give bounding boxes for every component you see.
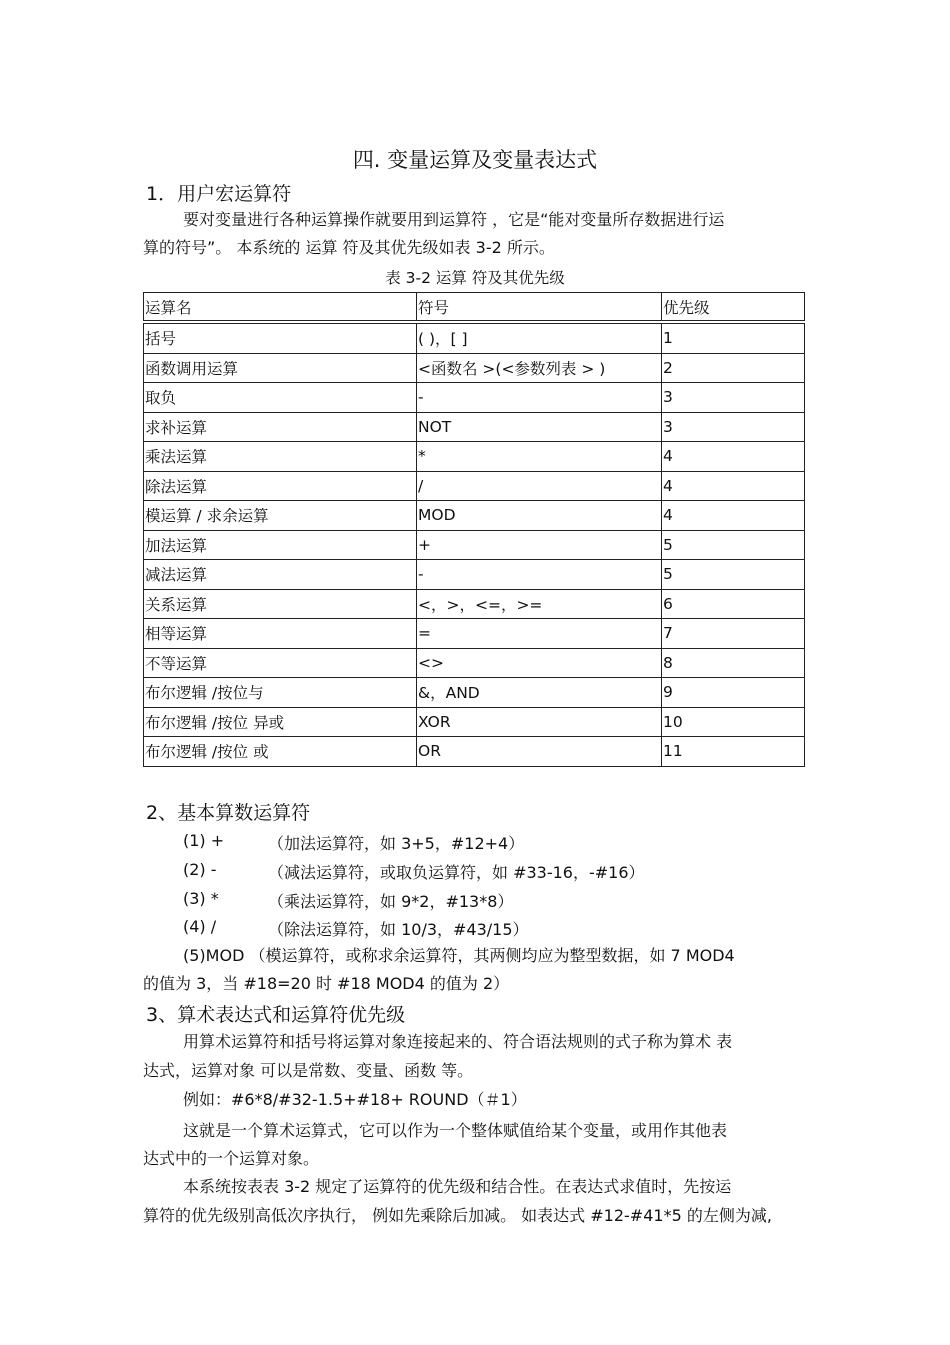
table-row (144, 530, 805, 560)
op-symbol: + (417, 530, 662, 560)
op-priority: 11 (662, 737, 805, 767)
page-title: 四. 变量运算及变量表达式 (352, 148, 598, 172)
section3-heading: 3、算术表达式和运算符优先级 (146, 1004, 406, 1026)
op-symbol: - (417, 383, 662, 413)
op-symbol: - (417, 560, 662, 590)
op-name: 函数调用运算 (144, 353, 417, 383)
op-symbol: <> (417, 648, 662, 678)
item-3-operator: (3) * (183, 889, 219, 908)
op-symbol: XOR (417, 707, 662, 737)
op-name: 括号 (144, 322, 417, 353)
section3-p1-line2: 达式，运算对象 可以是常数、变量、函数 等。 (143, 1061, 474, 1080)
op-name: 乘法运算 (144, 442, 417, 472)
op-name: 关系运算 (144, 589, 417, 619)
op-priority: 3 (662, 383, 805, 413)
section3-p3-line2: 算符的优先级别高低次序执行， 例如先乘除后加减。 如表达式 #12-#41*5 的左侧为减, (143, 1206, 772, 1225)
section3-p2-line1: 这就是一个算术运算式，它可以作为一个整体赋值给某个变量，或用作其他表 (183, 1121, 728, 1140)
op-symbol: NOT (417, 412, 662, 442)
section2-heading: 2、基本算数运算符 (146, 802, 311, 824)
table-row (144, 560, 805, 590)
section1-heading: 1．用户宏运算符 (146, 183, 292, 205)
table-row (144, 442, 805, 472)
table-row (144, 737, 805, 767)
table-row (144, 648, 805, 678)
item-2-operator: (2) - (183, 860, 217, 879)
section3-p1-line1: 用算术运算符和括号将运算对象连接起来的、符合语法规则的式子称为算术 表 (183, 1032, 733, 1051)
op-symbol: = (417, 619, 662, 649)
op-priority: 9 (662, 678, 805, 708)
op-priority: 2 (662, 353, 805, 383)
op-priority: 6 (662, 589, 805, 619)
section1-para-line2: 算的符号”。 本系统的 运算 符及其优先级如表 3-2 所示。 (143, 238, 555, 257)
mod-line2: 的值为 3，当 #18=20 时 #18 MOD4 的值为 2） (143, 974, 510, 993)
example-expression: 例如：#6*8/#32-1.5+#18+ ROUND（＃1） (183, 1090, 527, 1109)
table-row (144, 707, 805, 737)
op-priority: 10 (662, 707, 805, 737)
op-name: 布尔逻辑 /按位 异或 (144, 707, 417, 737)
table-row (144, 619, 805, 649)
op-name: 除法运算 (144, 471, 417, 501)
op-priority: 4 (662, 471, 805, 501)
op-symbol: &，AND (417, 678, 662, 708)
section1-para-line1: 要对变量进行各种运算操作就要用到运算符 ，它是“能对变量所存数据进行运 (183, 210, 725, 229)
op-symbol: OR (417, 737, 662, 767)
op-symbol: / (417, 471, 662, 501)
table-row (144, 678, 805, 708)
table-caption: 表 3-2 运算 符及其优先级 (385, 269, 565, 287)
op-name: 求补运算 (144, 412, 417, 442)
item-1-description: （加法运算符，如 3+5，#12+4） (268, 834, 525, 853)
header-priority: 优先级 (662, 293, 805, 323)
table-row (144, 322, 805, 353)
item-2-description: （减法运算符，或取负运算符，如 #33-16，-#16） (268, 863, 645, 882)
header-name: 运算名 (144, 293, 417, 323)
op-priority: 1 (662, 322, 805, 353)
op-symbol: * (417, 442, 662, 472)
op-name: 加法运算 (144, 530, 417, 560)
op-name: 取负 (144, 383, 417, 413)
section3-p2-line2: 达式中的一个运算对象。 (143, 1149, 320, 1168)
table-row (144, 471, 805, 501)
op-name: 相等运算 (144, 619, 417, 649)
op-symbol: <，>，<=，>= (417, 589, 662, 619)
op-symbol: MOD (417, 501, 662, 531)
section3-p3-line1: 本系统按表表 3-2 规定了运算符的优先级和结合性。在表达式求值时，先按运 (183, 1177, 732, 1196)
op-priority: 7 (662, 619, 805, 649)
op-priority: 5 (662, 560, 805, 590)
item-4-description: （除法运算符，如 10/3，#43/15） (268, 920, 529, 939)
op-symbol: <函数名 >(<参数列表 > ) (417, 353, 662, 383)
table-row (144, 353, 805, 383)
mod-line1: (5)MOD （模运算符，或称求余运算符，其两侧均应为整型数据，如 7 MOD4 (183, 946, 735, 965)
op-name: 模运算 / 求余运算 (144, 501, 417, 531)
header-symbol: 符号 (417, 293, 662, 323)
op-priority: 4 (662, 501, 805, 531)
op-priority: 3 (662, 412, 805, 442)
op-priority: 8 (662, 648, 805, 678)
op-priority: 5 (662, 530, 805, 560)
op-name: 布尔逻辑 /按位与 (144, 678, 417, 708)
op-name: 不等运算 (144, 648, 417, 678)
item-1-operator: (1) + (183, 831, 225, 850)
op-symbol: ( )，[ ] (417, 322, 662, 353)
op-name: 布尔逻辑 /按位 或 (144, 737, 417, 767)
op-priority: 4 (662, 442, 805, 472)
table-row (144, 589, 805, 619)
table-row (144, 501, 805, 531)
item-3-description: （乘法运算符，如 9*2，#13*8） (268, 892, 514, 911)
op-name: 减法运算 (144, 560, 417, 590)
table-row (144, 383, 805, 413)
operator-table (143, 292, 805, 767)
item-4-operator: (4) / (183, 917, 217, 936)
table-header-row (144, 293, 805, 323)
table-row (144, 412, 805, 442)
